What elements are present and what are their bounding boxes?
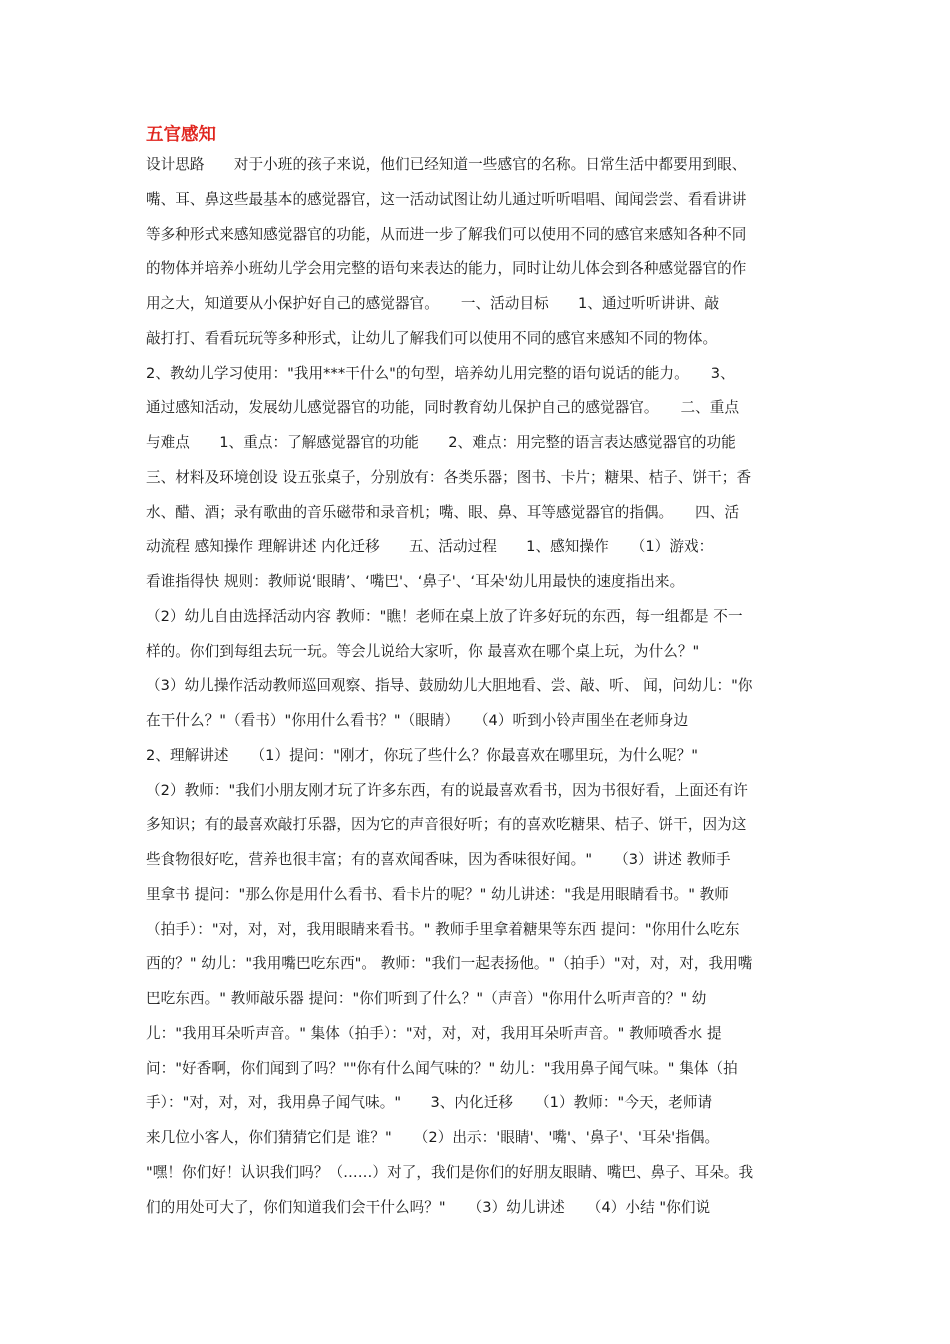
paragraph-line: 敲打打、看看玩玩等多种形式，让幼儿了解我们可以使用不同的感官来感知不同的物体。 <box>146 329 718 347</box>
paragraph-line: 等多种形式来感知感觉器官的功能，从而进一步了解我们可以使用不同的感官来感知各种不同 <box>146 225 747 243</box>
paragraph-line: 三、材料及环境创设 设五张桌子，分别放有：各类乐器；图书、卡片；糖果、桔子、饼干；香 <box>146 468 752 486</box>
paragraph-line: 们的用处可大了，你们知道我们会干什么吗？" （3）幼儿讲述 （4）小结 "你们说 <box>146 1198 711 1216</box>
paragraph-line: 来几位小客人，你们猜猜它们是 谁？" （2）出示：'眼睛'、'嘴'、'鼻子'、'耳朵'指偶。 <box>146 1129 720 1146</box>
paragraph-line: 用之大，知道要从小保护好自己的感觉器官。 一、活动目标 1、通过听听讲讲、敲 <box>146 295 720 312</box>
paragraph-line: （3）幼儿操作活动教师巡回观察、指导、鼓励幼儿大胆地看、尝、敲、听、 闻，问幼儿："你 <box>146 677 753 695</box>
paragraph-line: 2、教幼儿学习使用："我用***干什么"的句型，培养幼儿用完整的语句说话的能力。 3、 <box>146 364 735 382</box>
paragraph-line: （2）幼儿自由选择活动内容 教师："瞧！老师在桌上放了许多好玩的东西，每一组都是 不一 <box>146 607 743 625</box>
paragraph-line: 多知识；有的最喜欢敲打乐器，因为它的声音很好听；有的喜欢吃糖果、桔子、饼干，因为这 <box>146 816 747 834</box>
paragraph-line: 样的。你们到每组去玩一玩。等会儿说给大家听，你 最喜欢在哪个桌上玩，为什么？" <box>146 642 700 660</box>
paragraph-line: 在干什么？"（看书）"你用什么看书？"（眼睛） （4）听到小铃声围坐在老师身边 <box>146 712 689 729</box>
paragraph-line: 里拿书 提问："那么你是用什么看书、看卡片的呢？" 幼儿讲述："我是用眼睛看书。" 教师 <box>146 885 729 903</box>
paragraph-line: （2）教师："我们小朋友刚才玩了许多东西，有的说最喜欢看书，因为书很好看，上面还有许 <box>146 781 748 799</box>
paragraph-line: 的物体并培养小班幼儿学会用完整的语句来表达的能力，同时让幼儿体会到各种感觉器官的作 <box>146 260 747 278</box>
paragraph-line: 问："好香啊，你们闻到了吗？""你有什么闻气味的？" 幼儿："我用鼻子闻气味。" 集体（拍 <box>146 1059 738 1077</box>
paragraph-line: 看谁指得快 规则：教师说‘眼睛’、‘嘴巴'、‘鼻子'、‘耳朵'幼儿用最快的速度指出来。 <box>146 573 685 590</box>
paragraph-line: 巴吃东西。" 教师敲乐器 提问："你们听到了什么？"（声音）"你用什么听声音的？" 幼 <box>146 990 707 1007</box>
paragraph-line: 嘴、耳、鼻这些最基本的感觉器官，这一活动试图让幼儿通过听听唱唱、闻闻尝尝、看看讲讲 <box>146 190 747 208</box>
paragraph-line: 动流程 感知操作 理解讲述 内化迁移 五、活动过程 1、感知操作 （1）游戏： <box>146 538 714 556</box>
paragraph-line: 些食物很好吃，营养也很丰富；有的喜欢闻香味，因为香味很好闻。" （3）讲述 教师手 <box>146 851 731 868</box>
paragraph-line: "嘿！你们好！认识我们吗？（……）对了，我们是你们的好朋友眼睛、嘴巴、鼻子、耳朵。我 <box>146 1163 754 1181</box>
document-title: 五官感知 <box>146 125 216 145</box>
paragraph-line: 2、理解讲述 （1）提问："刚才，你玩了些什么？你最喜欢在哪里玩，为什么呢？" <box>146 746 699 764</box>
document-page <box>146 122 811 1225</box>
paragraph-line: 儿："我用耳朵听声音。" 集体（拍手）："对，对，对，我用耳朵听声音。" 教师喷香水 提 <box>146 1024 722 1042</box>
paragraph-line: 水、醋、酒；录有歌曲的音乐磁带和录音机；嘴、眼、鼻、耳等感觉器官的指偶。 四、活 <box>146 503 740 521</box>
paragraph-line: 与难点 1、重点：了解感觉器官的功能 2、难点：用完整的语言表达感觉器官的功能 <box>146 434 736 451</box>
document-body <box>146 148 811 1225</box>
paragraph-line: （拍手）："对，对，对，我用眼睛来看书。" 教师手里拿着糖果等东西 提问："你用什么吃东 <box>146 920 740 938</box>
paragraph-line: 手）："对，对，对，我用鼻子闻气味。" 3、内化迁移 （1）教师："今天，老师请 <box>146 1094 713 1112</box>
paragraph-line: 通过感知活动，发展幼儿感觉器官的功能，同时教育幼儿保护自己的感觉器官。 二、重点 <box>146 399 740 417</box>
paragraph-line: 西的？" 幼儿："我用嘴巴吃东西"。 教师："我们一起表扬他。"（拍手）"对，对，对，我用嘴 <box>146 955 753 973</box>
paragraph-line: 设计思路 对于小班的孩子来说，他们已经知道一些感官的名称。日常生活中都要用到眼、 <box>146 156 747 173</box>
